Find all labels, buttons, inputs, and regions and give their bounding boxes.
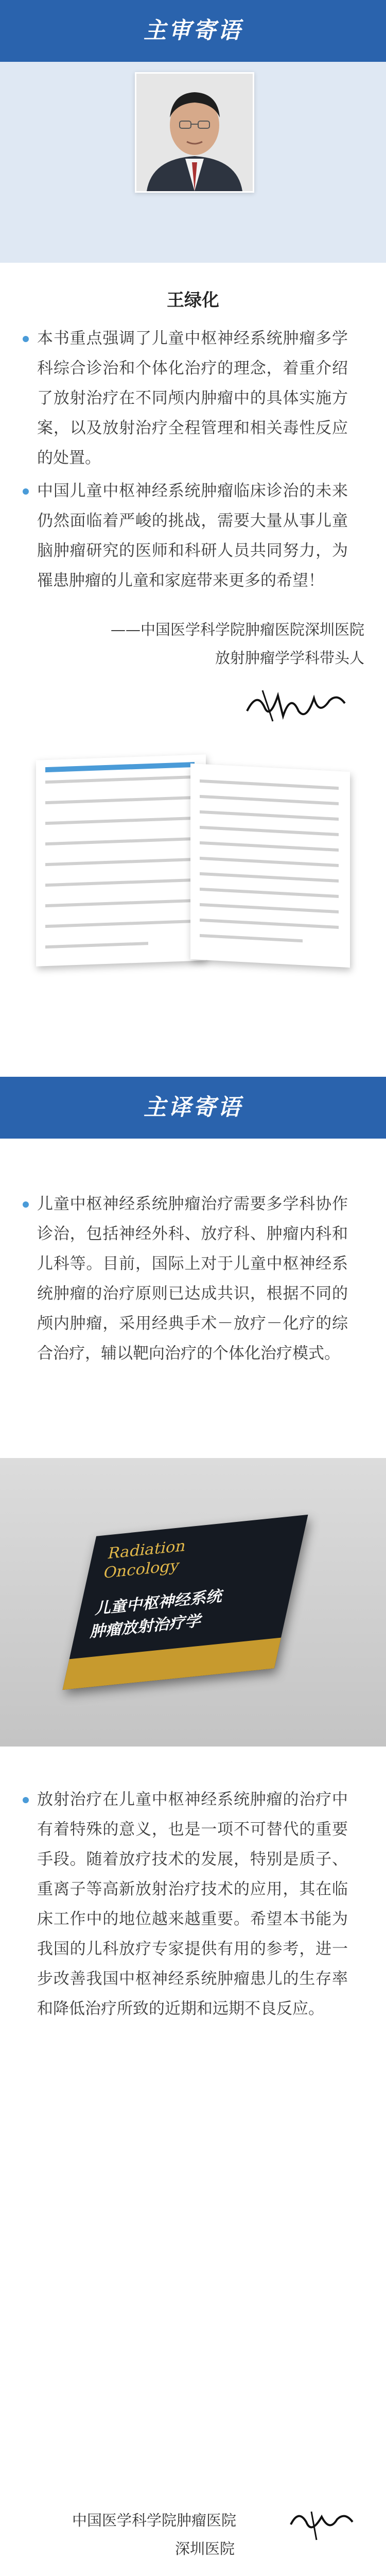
- bullet-icon: [23, 1201, 29, 1208]
- text-line: [200, 826, 339, 836]
- bullet-icon: [23, 488, 29, 495]
- section1-signature-line2: 放射肿瘤学学科带头人: [215, 649, 364, 667]
- table-line: [45, 817, 195, 825]
- section1-banner: [0, 0, 386, 62]
- table-line: [45, 775, 195, 784]
- text-line: [200, 779, 339, 790]
- text-line: [200, 919, 339, 929]
- table-line: [45, 878, 195, 887]
- book-cover-title-cn-2: 肿瘤放射治疗学: [89, 1612, 204, 1641]
- table-line: [45, 920, 195, 928]
- book-page-right: [190, 764, 350, 968]
- bullet-icon: [23, 1797, 29, 1803]
- text-line: [200, 857, 339, 867]
- section2-paragraph-2: 放射治疗在儿童中枢神经系统肿瘤的治疗中有着特殊的意义，也是一项不可替代的重要手段。随着放疗技术的发展，特别是质子、重离子等高新放射治疗技术的应用，其在临床工作中的地位越来越重要。希望本书能为我国的儿科放疗专家提供有用的参考，进一步改善我国中枢神经系统肿瘤患儿的生存率和降低治疗所致的近期和远期不良反应。: [37, 1790, 348, 2018]
- section1-paragraph-1: 本书重点强调了儿童中枢神经系统肿瘤多学科综合诊治和个体化治疗的理念，着重介绍了放射治疗在不同颅内肿瘤中的具体实施方案，以及放射治疗全程管理和相关毒性反应的处置。: [37, 329, 348, 467]
- book-cover-title-en-2: Oncology: [101, 1556, 181, 1583]
- sig1-line2: 深圳医院: [175, 2540, 235, 2557]
- section2-banner: [0, 1077, 386, 1139]
- handwritten-signature-1: [242, 680, 350, 726]
- book-pages-illustration: [36, 747, 350, 974]
- text-line: [200, 934, 303, 942]
- book-cover-title-en-1: Radiation: [106, 1537, 188, 1563]
- book-cover-title-cn-1: 儿童中枢神经系统: [94, 1587, 225, 1618]
- section1-paragraph-2: 中国儿童中枢神经系统肿瘤临床诊治的未来仍然面临着严峻的挑战，需要大量从事儿童脑肿瘤研究的医师和科研人员共同努力，为罹患肿瘤的儿童和家庭带来更多的希望！: [37, 482, 348, 590]
- sig1-line1: 中国医学科学院肿瘤医院: [72, 2512, 237, 2529]
- text-line: [200, 903, 339, 913]
- book-page-left: [36, 754, 206, 967]
- section1-title: 主审寄语: [144, 18, 242, 44]
- table-line: [45, 858, 195, 866]
- section2-paragraph-1: 儿童中枢神经系统肿瘤治疗需要多学科协作诊治，包括神经外科、放疗科、肿瘤内科和儿科等。目前，国际上对于儿童中枢神经系统肿瘤的治疗原则已达成共识，根据不同的颅内肿瘤，采用经典手术－放疗－化疗的综合治疗，辅以靶向治疗的个体化治疗模式。: [37, 1195, 348, 1363]
- text-line: [200, 888, 339, 898]
- table-line: [45, 837, 195, 845]
- section2-title: 主译寄语: [144, 1094, 242, 1121]
- reviewer-name: 王绿化: [167, 290, 219, 311]
- text-line: [200, 841, 339, 852]
- text-line: [200, 810, 339, 821]
- text-line: [200, 872, 339, 883]
- handwritten-signature-2: [286, 2504, 358, 2545]
- book-cover: [63, 1515, 308, 1690]
- bullet-icon: [23, 336, 29, 342]
- table-line: [45, 796, 195, 804]
- section1-signature-line1: ——中国医学科学院肿瘤医院深圳医院: [110, 621, 364, 638]
- table-line: [45, 942, 148, 948]
- reviewer-photo: [135, 72, 254, 193]
- book-cover-band: [0, 1458, 386, 1747]
- text-line: [200, 795, 339, 805]
- table-line: [45, 899, 195, 907]
